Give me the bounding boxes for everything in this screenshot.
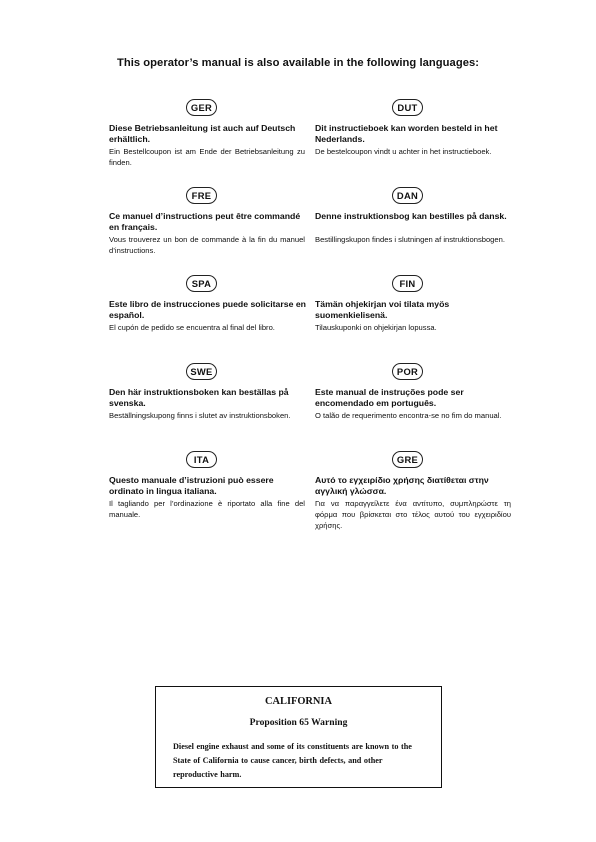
language-heading: Den här instruktionsboken kan beställas på svenska. <box>109 387 289 409</box>
language-code-badge: FIN <box>392 275 423 292</box>
language-heading: Αυτό το εγχειρίδιο χρήσης διατίθεται στην αγγλική γλώσσα. <box>315 475 489 497</box>
language-text: Vous trouverez un bon de commande à la fin du manuel d’instructions. <box>109 235 305 255</box>
language-code-badge: SWE <box>186 363 217 380</box>
language-code-badge: SPA <box>186 275 217 292</box>
language-code-badge: DAN <box>392 187 423 204</box>
language-entry-dut <box>315 99 515 187</box>
language-code-badge: FRE <box>186 187 217 204</box>
language-text: Il tagliando per l’ordinazione è riportato alla fine del manuale. <box>109 499 305 519</box>
california-warning-box <box>155 686 442 788</box>
language-code-badge: GER <box>186 99 217 116</box>
language-entry-spa <box>109 275 309 363</box>
language-text: Tilauskuponki on ohjekirjan lopussa. <box>315 323 437 332</box>
language-heading: Ce manuel d’instructions peut être commandé en français. <box>109 211 301 233</box>
page-title: This operator’s manual is also available in the following languages: <box>116 57 480 69</box>
language-text: Για να παραγγείλετε ένα αντίτυπο, συμπληρώστε τη φόρμα που βρίσκεται στο τέλος αυτού του εγχειριδίου χρήσης. <box>315 499 511 530</box>
language-heading: Este libro de instrucciones puede solicitarse en español. <box>109 299 306 321</box>
right-language-column <box>315 99 515 539</box>
language-entry-gre <box>315 451 515 539</box>
language-entry-swe <box>109 363 309 451</box>
language-entry-ger <box>109 99 309 187</box>
warning-title: CALIFORNIA <box>265 696 332 707</box>
warning-text: Diesel engine exhaust and some of its constituents are known to the State of California to cause cancer, birth defects, and other reproductive harm. <box>173 742 412 779</box>
warning-subtitle: Proposition 65 Warning <box>249 717 348 728</box>
language-heading: Diese Betriebsanleitung ist auch auf Deutsch erhältlich. <box>109 123 296 145</box>
language-code-badge: GRE <box>392 451 423 468</box>
language-code-badge: ITA <box>186 451 217 468</box>
language-text: O talão de requerimento encontra-se no fim do manual. <box>315 411 502 420</box>
language-text: El cupón de pedido se encuentra al final del libro. <box>109 323 275 332</box>
language-entry-fin <box>315 275 515 363</box>
language-entry-ita <box>109 451 309 539</box>
language-text: De bestelcoupon vindt u achter in het instructieboek. <box>315 147 492 156</box>
language-entry-por <box>315 363 515 451</box>
language-heading: Tämän ohjekirjan voi tilata myös suomenkielisenä. <box>315 299 450 321</box>
language-text: Bestillingskupon findes i slutningen af instruktionsbogen. <box>315 235 505 244</box>
language-heading: Questo manuale d’istruzioni può essere ordinato in lingua italiana. <box>109 475 274 497</box>
language-text: Ein Bestellcoupon ist am Ende der Betriebsanleitung zu finden. <box>109 147 305 167</box>
language-entry-fre <box>109 187 309 275</box>
language-code-badge: POR <box>392 363 423 380</box>
language-code-badge: DUT <box>392 99 423 116</box>
left-language-column <box>109 99 309 539</box>
language-heading: Dit instructieboek kan worden besteld in het Nederlands. <box>315 123 498 145</box>
language-heading: Denne instruktionsbog kan bestilles på dansk. <box>315 211 507 221</box>
language-entry-dan <box>315 187 515 275</box>
language-text: Beställningskupong finns i slutet av instruktionsboken. <box>109 411 291 420</box>
language-heading: Este manual de instruções pode ser encomendado em português. <box>315 387 464 409</box>
